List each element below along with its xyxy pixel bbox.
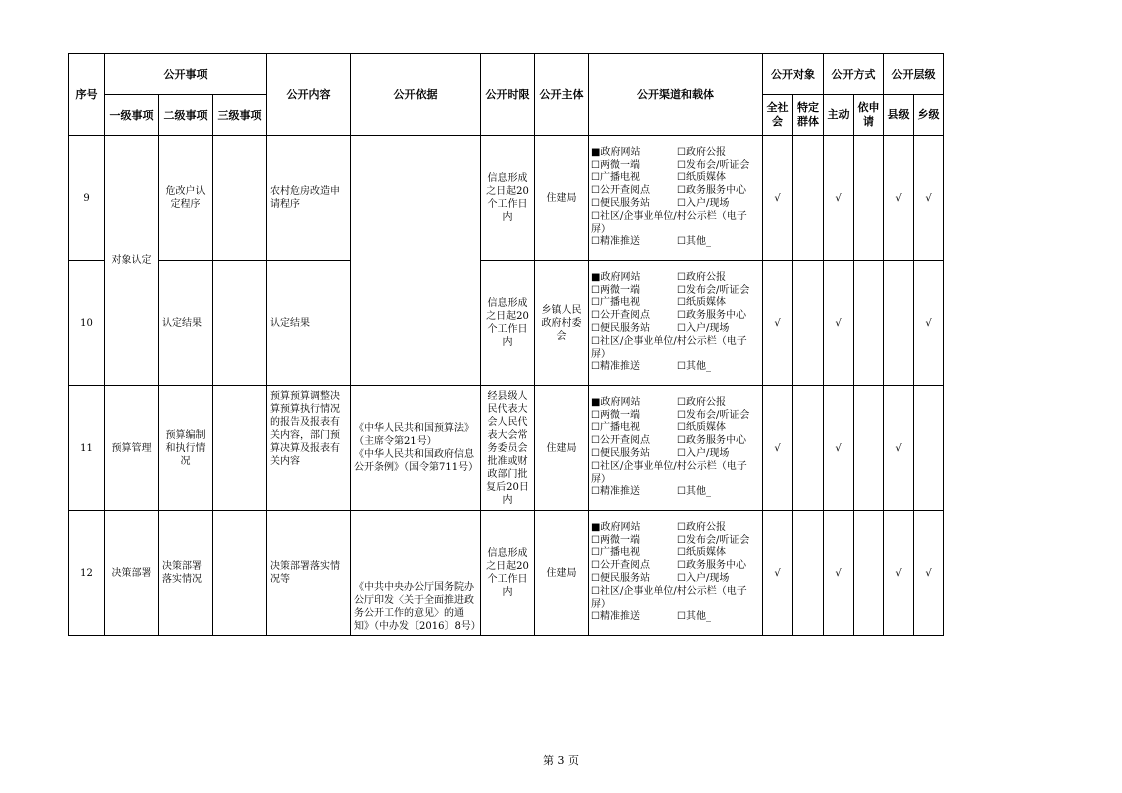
header-time: 公开时限 — [481, 54, 535, 136]
header-channel: 公开渠道和载体 — [589, 54, 763, 136]
mark-target-specific — [793, 511, 824, 636]
row-subject: 住建局 — [535, 511, 589, 636]
row-level2: 决策部署落实情况 — [159, 511, 213, 636]
mark-target-specific — [793, 386, 824, 511]
row-time: 经县级人民代表大会人民代表大会常务委员会批准或财政部门批复后20日内 — [481, 386, 535, 511]
row-basis — [351, 136, 481, 386]
header-items: 公开事项 — [105, 54, 267, 95]
row-seq: 10 — [69, 261, 105, 386]
row-content: 农村危房改造申请程序 — [267, 136, 351, 261]
header-level-town: 乡级 — [914, 95, 944, 136]
header-level: 公开层级 — [884, 54, 944, 95]
mark-level-county — [884, 261, 914, 386]
mark-method-active: √ — [824, 261, 854, 386]
header-subject: 公开主体 — [535, 54, 589, 136]
mark-method-request — [854, 511, 884, 636]
mark-level-town — [914, 386, 944, 511]
row-time: 信息形成之日起20个工作日内 — [481, 511, 535, 636]
row-content: 预算预算调整决算预算执行情况的报告及报表有关内容，部门预算决算及报表有关内容 — [267, 386, 351, 511]
table-row — [69, 386, 944, 511]
row-level1: 决策部署 — [105, 511, 159, 636]
table-row — [69, 261, 944, 386]
mark-target-all: √ — [763, 136, 793, 261]
mark-method-active: √ — [824, 511, 854, 636]
header-method: 公开方式 — [824, 54, 884, 95]
header-basis: 公开依据 — [351, 54, 481, 136]
header-level-county: 县级 — [884, 95, 914, 136]
row-subject: 住建局 — [535, 136, 589, 261]
row-channels: ■政府网站 ☐政府公报 ☐两微一端 ☐发布会/听证会 ☐广播电视 ☐纸质媒体 ☐公开查阅点 ☐政务服务中心 ☐便民服务站 ☐入户/现场 ☐社区/企事业单位/村公示栏（电子屏） ☐精准推送 ☐其他_ — [589, 261, 763, 386]
header-seq: 序号 — [69, 54, 105, 136]
row-seq: 9 — [69, 136, 105, 261]
row-level2: 危改户认定程序 — [159, 136, 213, 261]
mark-method-active: √ — [824, 386, 854, 511]
table-row — [69, 511, 944, 636]
header-level3: 三级事项 — [213, 95, 267, 136]
row-level2: 预算编制和执行情况 — [159, 386, 213, 511]
page-number: 第 3 页 — [543, 754, 579, 767]
row-seq: 11 — [69, 386, 105, 511]
mark-target-all: √ — [763, 386, 793, 511]
row-subject: 乡镇人民政府村委会 — [535, 261, 589, 386]
row-level3 — [213, 511, 267, 636]
mark-method-request — [854, 261, 884, 386]
disclosure-table — [68, 53, 944, 636]
header-target-all: 全社会 — [763, 95, 793, 136]
mark-level-county: √ — [884, 136, 914, 261]
row-content: 认定结果 — [267, 261, 351, 386]
row-level3 — [213, 136, 267, 261]
mark-method-active: √ — [824, 136, 854, 261]
row-subject: 住建局 — [535, 386, 589, 511]
header-method-request: 依申请 — [854, 95, 884, 136]
row-channels: ■政府网站 ☐政府公报 ☐两微一端 ☐发布会/听证会 ☐广播电视 ☐纸质媒体 ☐公开查阅点 ☐政务服务中心 ☐便民服务站 ☐入户/现场 ☐社区/企事业单位/村公示栏（电子屏） ☐精准推送 ☐其他_ — [589, 136, 763, 261]
mark-level-town: √ — [914, 261, 944, 386]
row-level3 — [213, 261, 267, 386]
row-content: 决策部署落实情况等 — [267, 511, 351, 636]
mark-target-specific — [793, 136, 824, 261]
row-level2: 认定结果 — [159, 261, 213, 386]
mark-target-specific — [793, 261, 824, 386]
header-level1: 一级事项 — [105, 95, 159, 136]
mark-level-county: √ — [884, 511, 914, 636]
row-time: 信息形成之日起20个工作日内 — [481, 136, 535, 261]
header-target: 公开对象 — [763, 54, 824, 95]
row-channels: ■政府网站 ☐政府公报 ☐两微一端 ☐发布会/听证会 ☐广播电视 ☐纸质媒体 ☐公开查阅点 ☐政务服务中心 ☐便民服务站 ☐入户/现场 ☐社区/企事业单位/村公示栏（电子屏） ☐精准推送 ☐其他_ — [589, 386, 763, 511]
row-time: 信息形成之日起20个工作日内 — [481, 261, 535, 386]
row-level1: 预算管理 — [105, 386, 159, 511]
header-method-active: 主动 — [824, 95, 854, 136]
row-level1: 对象认定 — [105, 136, 159, 386]
mark-method-request — [854, 136, 884, 261]
row-channels: ■政府网站 ☐政府公报 ☐两微一端 ☐发布会/听证会 ☐广播电视 ☐纸质媒体 ☐公开查阅点 ☐政务服务中心 ☐便民服务站 ☐入户/现场 ☐社区/企事业单位/村公示栏（电子屏） ☐精准推送 ☐其他_ — [589, 511, 763, 636]
mark-level-town: √ — [914, 511, 944, 636]
header-target-specific: 特定群体 — [793, 95, 824, 136]
header-content: 公开内容 — [267, 54, 351, 136]
mark-level-county: √ — [884, 386, 914, 511]
mark-target-all: √ — [763, 511, 793, 636]
row-level3 — [213, 386, 267, 511]
mark-level-town: √ — [914, 136, 944, 261]
header-level2: 二级事项 — [159, 95, 213, 136]
mark-target-all: √ — [763, 261, 793, 386]
mark-method-request — [854, 386, 884, 511]
row-seq: 12 — [69, 511, 105, 636]
table-row — [69, 136, 944, 261]
row-basis: 《中共中央办公厅国务院办公厅印发〈关于全面推进政务公开工作的意见〉的通知》（中办发〔2016〕8号） — [351, 511, 481, 636]
row-basis: 《中华人民共和国预算法》（主席令第21号） 《中华人民共和国政府信息公开条例》（国令第711号） — [351, 386, 481, 511]
